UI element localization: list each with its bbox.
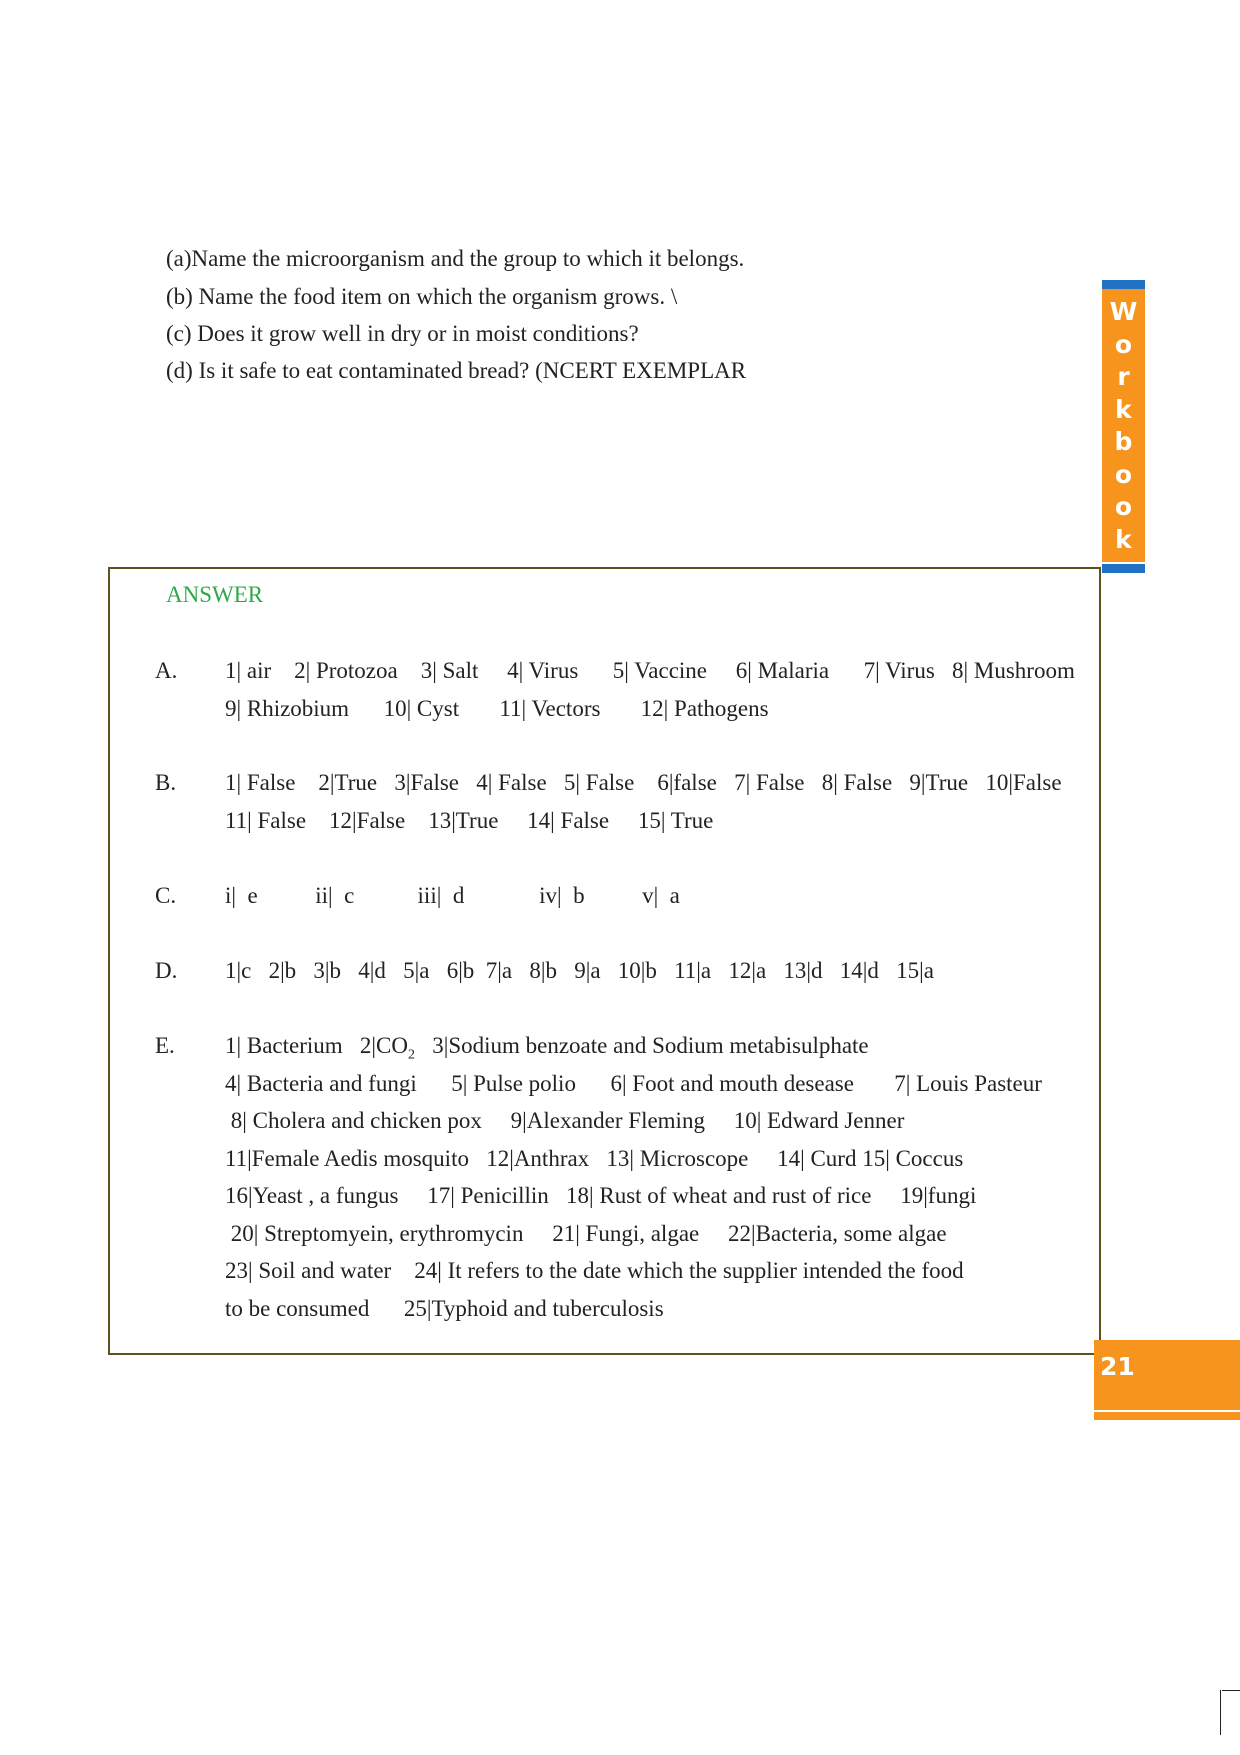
section-c-line: i| e ii| c iii| d iv| b v| a bbox=[225, 883, 680, 908]
section-e-line: 20| Streptomyein, erythromycin 21| Fungi, algae 22|Bacteria, some algae bbox=[225, 1221, 947, 1246]
side-letter: o bbox=[1114, 492, 1133, 521]
answer-title: ANSWER bbox=[166, 582, 264, 607]
co2-subscript: 2 bbox=[407, 1047, 415, 1063]
crop-mark bbox=[1220, 1690, 1221, 1735]
section-e-letter: E. bbox=[155, 1033, 175, 1058]
section-b-letter: B. bbox=[155, 770, 177, 795]
section-e-line-1 bbox=[225, 1033, 869, 1064]
side-letter: r bbox=[1117, 362, 1130, 391]
section-d-line: 1|c 2|b 3|b 4|d 5|a 6|b 7|a 8|b 9|a 10|b 11|a 12|a 13|d 14|d 15|a bbox=[225, 958, 934, 983]
side-letter: k bbox=[1115, 524, 1132, 554]
section-e-line: 4| Bacteria and fungi 5| Pulse polio 6| Foot and mouth desease 7| Louis Pasteur bbox=[225, 1071, 1042, 1096]
section-e-line: 23| Soil and water 24| It refers to the date which the supplier intended the food bbox=[225, 1258, 964, 1283]
section-d-letter: D. bbox=[155, 958, 178, 983]
e1-text: 1| Bacterium 2|CO bbox=[225, 1033, 408, 1058]
section-c-letter: C. bbox=[155, 883, 177, 908]
section-b-line: 11| False 12|False 13|True 14| False 15| True bbox=[225, 808, 714, 833]
page-number: 21 bbox=[1100, 1352, 1135, 1381]
question-c: (c) Does it grow well in dry or in moist conditions? bbox=[166, 321, 639, 346]
side-letter: o bbox=[1114, 329, 1133, 359]
section-e-line: 16|Yeast , a fungus 17| Penicillin 18| Rust of wheat and rust of rice 19|fungi bbox=[225, 1183, 977, 1208]
question-a: (a)Name the microorganism and the group to which it belongs. bbox=[166, 246, 745, 271]
question-b: (b) Name the food item on which the organism grows. \ bbox=[166, 284, 678, 309]
section-b-line: 1| False 2|True 3|False 4| False 5| False 6|false 7| False 8| False 9|True 10|False bbox=[225, 770, 1062, 795]
section-a-line: 1| air 2| Protozoa 3| Salt 4| Virus 5| Vaccine 6| Malaria 7| Virus 8| Mushroom bbox=[225, 658, 1075, 683]
section-a-letter: A. bbox=[155, 658, 178, 683]
side-letter: b bbox=[1114, 427, 1133, 456]
section-e-line: to be consumed 25|Typhoid and tuberculosis bbox=[225, 1296, 664, 1321]
side-tab-top-bar bbox=[1102, 280, 1145, 289]
page-number-stripe bbox=[1094, 1412, 1240, 1420]
e1-rest: 3|Sodium benzoate and Sodium metabisulphate bbox=[414, 1033, 869, 1058]
side-tab-bottom-bar bbox=[1102, 564, 1145, 573]
section-e-line: 8| Cholera and chicken pox 9|Alexander Fleming 10| Edward Jenner bbox=[225, 1108, 905, 1133]
section-a-line: 9| Rhizobium 10| Cyst 11| Vectors 12| Pathogens bbox=[225, 696, 769, 721]
crop-mark bbox=[1222, 1690, 1240, 1691]
section-e-line: 11|Female Aedis mosquito 12|Anthrax 13| Microscope 14| Curd 15| Coccus bbox=[225, 1146, 964, 1171]
side-letter: o bbox=[1114, 459, 1133, 489]
workbook-vertical-label bbox=[1102, 296, 1145, 556]
question-d: (d) Is it safe to eat contaminated bread? (NCERT EXEMPLAR bbox=[166, 358, 747, 383]
side-letter: k bbox=[1115, 394, 1132, 424]
side-letter: W bbox=[1109, 297, 1138, 326]
